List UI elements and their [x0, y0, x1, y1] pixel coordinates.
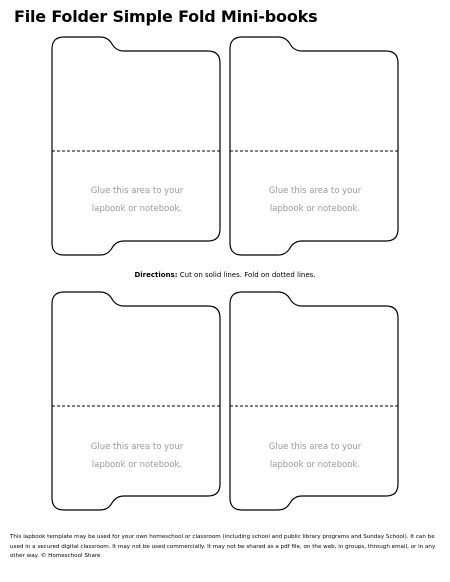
- mini-book-template-2: [230, 37, 400, 255]
- mini-book-outline: [52, 292, 222, 510]
- mini-book-template-4: [230, 292, 400, 510]
- glue-instructions: Glue this area to your lapbook or notebook.: [268, 186, 362, 214]
- directions: [0, 271, 450, 279]
- glue-instructions: Glue this area to your lapbook or notebook.: [90, 186, 184, 214]
- mini-book-template-1: [52, 37, 222, 255]
- mini-book-template-3: [52, 292, 222, 510]
- copyright-notice: This lapbook template may be used for your own homeschool or classroom (including school and public library programs and Sunday School). It can be used in a secured digital classroom. It may not be used commercially. It may not be shared as a pdf file, on the web, in groups, through email, or in any other way. © Homeschool Share: [10, 534, 436, 560]
- mini-book-outline: [52, 37, 222, 255]
- glue-instructions: Glue this area to your lapbook or notebook.: [90, 442, 184, 470]
- mini-book-outline: [230, 37, 400, 255]
- glue-instructions: Glue this area to your lapbook or notebook.: [268, 442, 362, 470]
- mini-book-outline: [230, 292, 400, 510]
- directions-label: Directions:: [134, 271, 178, 279]
- directions-text: Cut on solid lines. Fold on dotted lines.: [179, 271, 316, 279]
- page-title: File Folder Simple Fold Mini-books: [14, 7, 318, 26]
